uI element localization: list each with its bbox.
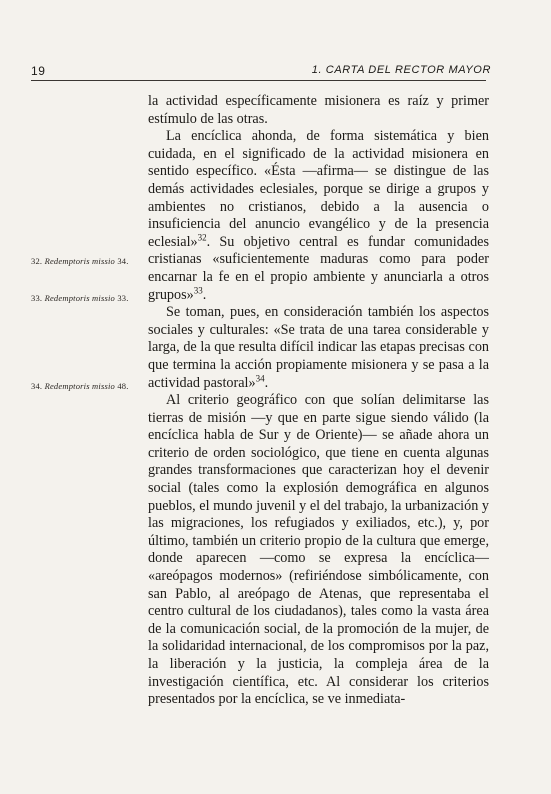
- running-title: 1. CARTA DEL RECTOR MAYOR: [311, 64, 491, 76]
- footnote-title: Redemptoris missio: [44, 256, 115, 266]
- page-number: 19: [31, 64, 46, 78]
- footnote-number: 32.: [31, 256, 43, 266]
- footnote-title: Redemptoris missio: [44, 293, 115, 303]
- footnote-marker: 34: [255, 372, 265, 383]
- page-header: [31, 62, 491, 78]
- footnote-ref: 33.: [117, 293, 129, 303]
- paragraph: [148, 93, 489, 128]
- paragraph-text: Al criterio geográfico con que solían delimitarse las tierras de misión —y que en parte sigue siendo válido (la encíclica habla de Sur y de Oriente)— se añade ahora un criterio de orden sociológico, que tiene en cuenta algunas grandes transformaciones que caracterizan hoy el devenir social (tales como la explosión demográfica en algunos pueblos, el mundo juvenil y el del trabajo, la urbanización y las migraciones, los refugiados y exiliados, etc.), y, por último, también un criterio propio de la cultura que emerge, donde aparecen —como se expresa la encíclica— «areópagos modernos» (refiriéndose simbólicamente, con san Pablo, al areópago de Atenas, que representaba el centro cultural de los ciudadanos), tales como la vasta área de la comunicación social, de la promoción de la mujer, de la solidaridad internacional, de los compromisos por la paz, la liberación y la justicia, la compleja área de la investigación científica, etc. Al considerar los criterios presentados por la encíclica, se ve inmediata-: [148, 392, 489, 708]
- paragraph: [148, 392, 489, 709]
- paragraph-text: la actividad específicamente misionera es raíz y primer estímulo de las otras.: [148, 93, 489, 127]
- paragraph-text: La encíclica ahonda, de forma sistemática y bien cuidada, en el significado de la actividad misionera en sentido específico. «Ésta —afirma— se distingue de las demás actividades eclesiales, porque se dirige a grupos y ambientes no cristianos, debido a la ausencia o insuficiencia del anuncio evangélico y de la presencia eclesial»: [148, 128, 489, 250]
- footnote-34: [31, 381, 129, 391]
- paragraph-text: .: [264, 374, 269, 391]
- footnote-ref: 34.: [117, 256, 129, 266]
- paragraph-text: .: [202, 286, 207, 303]
- paragraph-text: . Su objetivo central es fundar comunidades cristianas «suficientemente maduras como para poder encarnar la fe en el propio ambiente y anunciarla a otros grupos»: [148, 233, 489, 303]
- footnote-33: [31, 293, 129, 303]
- footnote-marker: 33: [193, 284, 203, 295]
- footnote-title: Redemptoris missio: [44, 381, 115, 391]
- paragraph: [148, 304, 489, 392]
- header-rule: [31, 80, 486, 81]
- paragraph: [148, 128, 489, 304]
- footnote-32: [31, 256, 129, 266]
- footnote-marker: 32: [197, 232, 207, 243]
- paragraph-text: Se toman, pues, en consideración también los aspectos sociales y culturales: «Se trata de una tarea considerable y larga, de la que resulta difícil indicar las etapas precisas con que termina la acción propiamente misionera y se pasa a la actividad pastoral»: [148, 304, 489, 391]
- body-text: [148, 93, 489, 709]
- footnote-number: 34.: [31, 381, 43, 391]
- footnote-ref: 48.: [117, 381, 129, 391]
- footnote-number: 33.: [31, 293, 43, 303]
